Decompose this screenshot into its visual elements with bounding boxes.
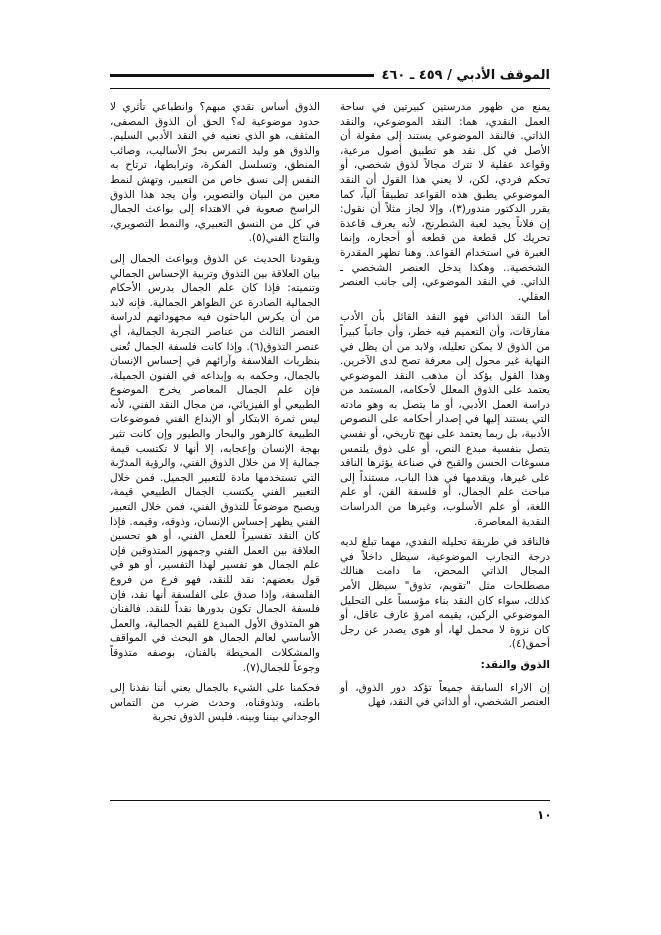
running-header	[110, 64, 550, 86]
paragraph: ويقودنا الحديث عن الذوق وبواعث الجمال إلى بيان العلاقة بين التذوق وتربية الإحساس الجمالي وتنميته: فإذا كان علم الجمال يدرس الأحكام الجمالية الصادرة عن الظواهر الجمالية. فإنه لابد من أن يكرس الباحثون فيه مجهوداتهم لدراسة العنصر الثالث من عناصر التجربة الجمالية، أي عنصر التذوق(٦). وإذا كانت فلسفة الجمال تُعنى بنظريات الفلاسفة وآرائهم في إحساس الإنسان بالجمال، وحكمه به وإبداعه في الفنون الجميلة، فإن علم الجمال المعاصر يخرج الموضوع الطبيعي أو الفيزيائي، من مجال النقد الفني، لأنه ليس ثمرة الابتكار أو الإبداع الفني فموضوعات الطبيعة كالزهور والبحار والطيور وإن كانت تثير بهجة الإنسان وإعجابه، إلا أنها لا تكتسب قيمة جمالية إلا من خلال الذوق الفني، والرؤية المدرّبة التي تستخدمها مادة للتعبير الجميل. فمن خلال التعبير الفني يكتسب الجمال الطبيعي قيمة، ويصبح موضوعاً للتذوق الفني، فمن خلال التعبير الفني يظهر إحساس الإنسان، وذوقه، وقيمه. فإذا كان النقد تفسيراً للعمل الفني، أو هو تحسين العلاقة بين العمل الفني وجمهور المتذوقين فإن علم الجمال هو تفسير لهذا التفسير، أو هو في قول بعضهم: نقد للنقد، فهو فرع من فروع الفلسفة، وإذا صدق على الفلسفة أنها نقد، فإن فلسفة الجمال تكون بدورها نقداً للنقد. فالفنان هو المتذوق الأول المبدع للقيم الجمالية، والعمل الأساسي لعالم الجمال هو البحث في المواقف والمشكلات المحيطة بالفنان، بوصفه متذوقاً وجوعاً للجمال(٧).	[110, 252, 321, 674]
page-number: ١٠	[537, 808, 552, 822]
left-column	[110, 100, 320, 731]
paragraph: يمنع من ظهور مدرستين كبيرتين في ساحة العمل النقدي، هما: النقد الموضوعي، والنقد الذاتي. فالنقد الموضوعي يستند إلى مقولة أن الأصل في كل نقد هو تطبيق أصول مرعية، وقواعد عقلية لا تترك مجالاً لذوق شخصي، أو تحكم فردي، لكن، لا يعني هذا القول أن النقد الموضوعي يطبق هذه القواعد تطبيقاً آلياً، كما يقرر الدكتور مندور(٣)، وإلا لجاز مثلاً أن نقول: إن فلاناً يجيد لعبة الشطرنج، لأنه يعرف قاعدة تحريك كل قطعة من قطعه أو أحجاره، وإنما العبرة في استخدام القواعد. وهنا تظهر المقدرة الشخصية.. وهكذا يدخل العنصر الشخصي ـ الذاتي. في النقد الموضوعي، إلى جانب العنصر العقلي.	[340, 101, 550, 303]
paragraph: أما النقد الذاتي فهو النقد القائل بأن الأدب مفارقات، وأن التعميم فيه خطر، وأن جانباً كبيراً من الذوق لا يمكن تعليله، ولابد من أن يظل في النهاية غير محول إلى معرفة تصح لدى الآخرين. وهذا القول يؤكد أن مذهب النقد الموضوعي يعتمد على الذوق المعلل لأحكامه، المستمد من دراسة العمل الأدبي، أو ما يتصل به وهو مادته التي يستند إليها في إصدار أحكامه على النصوص الأدبية، بل ربما يعتمد على نهج تاريخي، أو نفسي يتصل بنفسية مبدع النص، أو على ذوق يلتمس مسوغات الحسن والقبح في صناعة يؤثرها الناقد على غيرها، ويقدمها في هذا الباب، مستنداً إلى مباحث علم الجمال، أو فلسفة الفن، أو علم اللغة، أو علم الأسلوب، وغيرها من الدراسات النقدية المعاصرة.	[340, 311, 550, 528]
paragraph: إن الاراء السابقة جميعاً تؤكد دور الذوق، أو العنصر الشخصي، أو الذاتي في النقد، فهل	[340, 681, 550, 709]
paragraph: فحكمنا على الشيء بالجمال يعني أننا نفذنا إلى باطنه، وتذوقناه، وحدث ضرب من التماس الوجداني بيننا وبينه. فليس الذوق تجربة	[110, 682, 320, 724]
journal-title: الموقف الأدبي / ٤٥٩ ـ ٤٦٠	[381, 67, 550, 83]
header-rule	[110, 74, 374, 77]
header-divider	[110, 88, 550, 89]
paragraph: الذوق أساس نقدي مبهم؟ وانطباعي تأثري لا حدود موضوعية له؟ الحق أن الذوق المصفى، المثقف، هو الذي نعنيه في النقد الأدبي السليم. والذوق هو وليد التمرس بحرّ الأساليب، وصائب المنطق، وتسلسل الفكرة، وترابطها، ترتاح به النفس إلى نسق خاص من التعبير، وتهش لنمط معين من البيان والتصوير، وأن يجد هذا الذوق الراسخ صعوبة في الاهتداء إلى بواعث الجمال في كل من النسق التعبيري، والنمط التصويري، والنتاج الفني(٥).	[110, 101, 320, 245]
paragraph: فالناقد في طريقة تحليله النقدي، مهما تبلغ لديه درجة التجارب الموضوعية، سيظل داخلاً في المجال الذاتي المحض، ما دامت هنالك مصطلحات مثل "تقويم، تذوق" سيظل الأمر كذلك، سواء كان النقد بناء مؤسساً على التحليل الموضوعي الركين، يقيمه امرؤ عارف عاقل، أو كان نزوة لا محمل لها، أو هوى يصدر عن رجل أحمق(٤).	[340, 536, 550, 651]
section-heading: الذوق والنقد:	[480, 658, 550, 671]
footer-divider	[110, 800, 550, 801]
right-column	[340, 100, 550, 716]
